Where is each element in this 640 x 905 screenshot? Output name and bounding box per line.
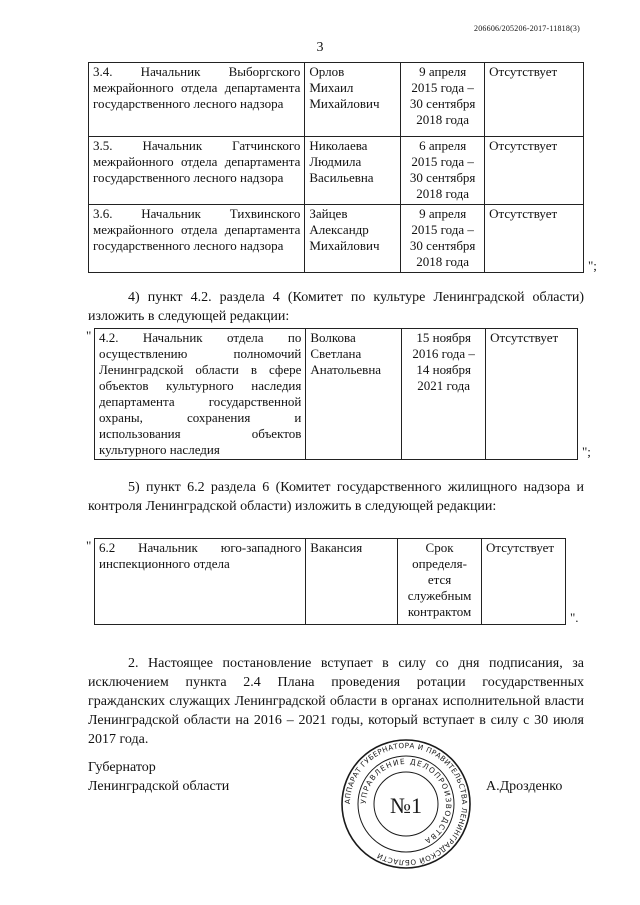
cell-period: 15 ноября 2016 года – 14 ноября 2021 года <box>402 329 486 460</box>
table-row <box>89 63 584 137</box>
cell-note: Отсутствует <box>485 137 584 205</box>
cell-period: Срок определя- ется служебным контрактом <box>398 539 482 625</box>
cell-note: Отсутствует <box>485 205 584 273</box>
table-forestry <box>88 62 584 273</box>
closing-quote: ". <box>570 610 579 625</box>
cell-name: Вакансия <box>306 539 398 625</box>
table-row <box>89 205 584 273</box>
cell-name: Волкова Светлана Анатольевна <box>306 329 402 460</box>
cell-period: 9 апреля 2015 года – 30 сентября 2018 года <box>401 63 485 137</box>
cell-note: Отсутствует <box>485 63 584 137</box>
cell-note: Отсутствует <box>482 539 566 625</box>
cell-name: Орлов Михаил Михайлович <box>305 63 401 137</box>
signatory-name: А.Дрозденко <box>486 779 563 794</box>
page-number: 3 <box>316 40 324 55</box>
table-row <box>89 137 584 205</box>
cell-position: 3.6. Начальник Тихвинского межрайонного отдела департамента государственного лесного надзора <box>89 205 305 273</box>
cell-name: Зайцев Александр Михайлович <box>305 205 401 273</box>
signatory-title: Губернатор Ленинградской области <box>88 760 230 794</box>
seal-number: №1 <box>390 793 422 818</box>
table-row <box>95 539 566 625</box>
seal-outer-text: АППАРАТ ГУБЕРНАТОРА И ПРАВИТЕЛЬСТВА ЛЕНИНГРАДСКОЙ ОБЛАСТИ <box>342 740 470 868</box>
opening-quote: " <box>86 538 92 553</box>
document-registration-code: 206606/205206-2017-11818(3) <box>474 24 580 33</box>
cell-position: 6.2 Начальник юго-западного инспекционного отдела <box>95 539 306 625</box>
table-culture <box>94 328 578 460</box>
cell-position: 4.2. Начальник отдела по осуществлению полномочий Ленинградской области в сфере объектов культурного наследия департамента государственной охраны, сохранения и использования объектов культурного наследия <box>95 329 306 460</box>
official-seal <box>340 738 472 870</box>
cell-position: 3.5. Начальник Гатчинского межрайонного отдела департамента государственного лесного надзора <box>89 137 305 205</box>
paragraph-2: 2. Настоящее постановление вступает в силу со дня подписания, за исключением пункта 2.4 Плана проведения ротации государственных гражданских служащих Ленинградской области в органах исполнительной власти Ленинградской области на 2016 – 2021 годы, который вступает в силу с 30 июля 2017 года. <box>88 656 584 747</box>
cell-period: 6 апреля 2015 года – 30 сентября 2018 года <box>401 137 485 205</box>
paragraph-item-5: 5) пункт 6.2 раздела 6 (Комитет государственного жилищного надзора и контроля Ленинградской области) изложить в следующей редакции: <box>88 480 584 514</box>
paragraph-item-4: 4) пункт 4.2. раздела 4 (Комитет по культуре Ленинградской области) изложить в следующей редакции: <box>88 290 584 324</box>
table-row <box>95 329 578 460</box>
cell-position: 3.4. Начальник Выборгского межрайонного отдела департамента государственного лесного надзора <box>89 63 305 137</box>
opening-quote: " <box>86 328 92 343</box>
seal-inner-text: УПРАВЛЕНИЕ ДЕЛОПРОИЗВОДСТВА <box>358 756 454 847</box>
closing-quote: "; <box>588 258 597 273</box>
cell-period: 9 апреля 2015 года – 30 сентября 2018 года <box>401 205 485 273</box>
table-housing <box>94 538 566 625</box>
cell-note: Отсутствует <box>486 329 578 460</box>
closing-quote: "; <box>582 444 591 459</box>
cell-name: Николаева Людмила Васильевна <box>305 137 401 205</box>
